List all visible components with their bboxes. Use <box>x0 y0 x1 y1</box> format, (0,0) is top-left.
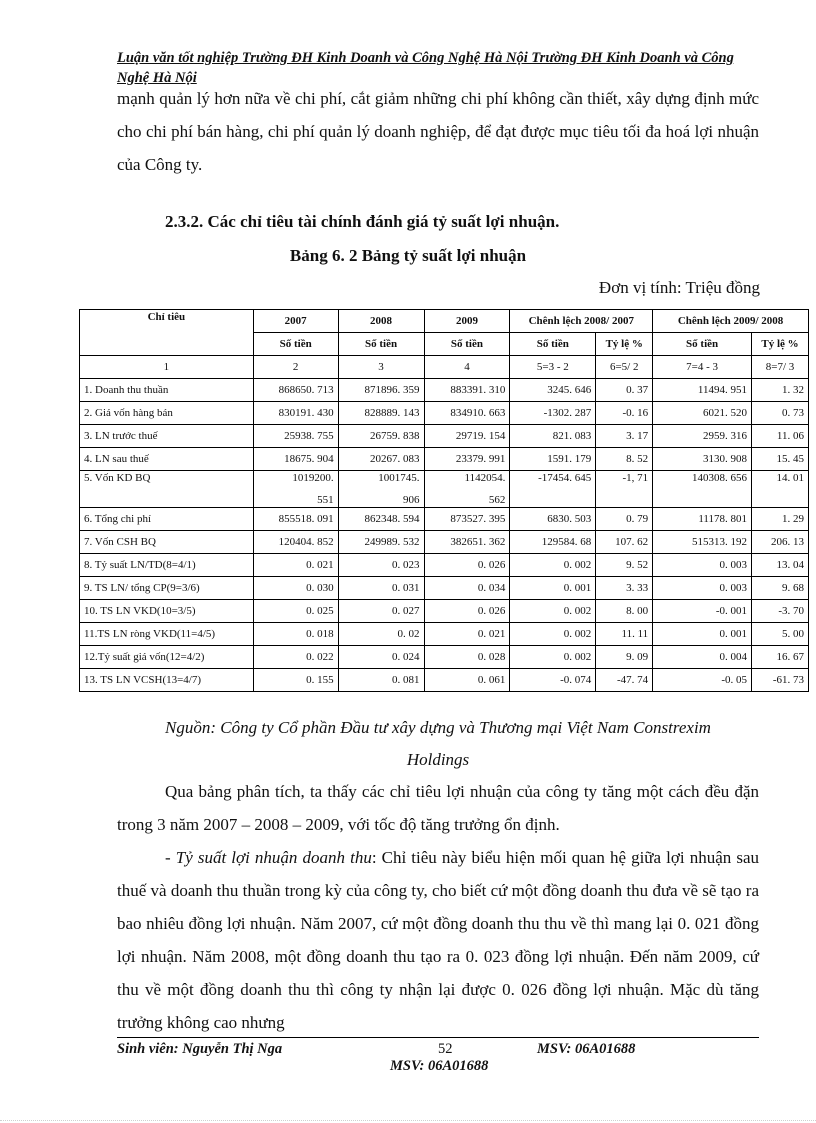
diff-2008-2007: 0. 002 <box>510 623 596 646</box>
footer-rule <box>117 1037 759 1038</box>
diff-2008-2007: -17454. 645 <box>510 471 596 508</box>
header-2008: 2008 <box>338 310 424 333</box>
value-2007: 0. 030 <box>253 577 338 600</box>
subheader-so-tien: Số tiền <box>424 333 510 356</box>
running-header: Luận văn tốt nghiệp Trường ĐH Kinh Doanh và Công Nghệ Hà Nội Trường ĐH Kinh Doanh và Công Nghệ Hà Nội <box>117 50 734 86</box>
diff-2008-2007: 821. 083 <box>510 425 596 448</box>
value-2008 <box>338 471 424 508</box>
index-cell: 1 <box>80 356 254 379</box>
value-2008: 20267. 083 <box>338 448 424 471</box>
diff-2009-2008: 0. 003 <box>653 554 752 577</box>
pct-2008-2007: 9. 09 <box>596 646 653 669</box>
value-2007: 0. 018 <box>253 623 338 646</box>
profit-ratio-table <box>79 309 809 692</box>
pct-2009-2008: 1. 29 <box>752 508 809 531</box>
term-revenue-ratio: - Tỷ suất lợi nhuận doanh thu <box>165 848 372 867</box>
pct-2008-2007: 3. 17 <box>596 425 653 448</box>
subheader-so-tien: Số tiền <box>253 333 338 356</box>
source-line-1: Nguồn: Công ty Cổ phần Đầu tư xây dựng và Thương mại Việt Nam Constrexim <box>165 718 711 737</box>
index-cell: 6=5/ 2 <box>596 356 653 379</box>
value-2009-line-1: 1142054. <box>464 472 506 484</box>
pct-2009-2008: 14. 01 <box>752 471 809 508</box>
value-2009: 0. 028 <box>424 646 510 669</box>
diff-2009-2008: -0. 05 <box>653 669 752 692</box>
value-2007: 0. 025 <box>253 600 338 623</box>
pct-2009-2008: 15. 45 <box>752 448 809 471</box>
value-2007: 18675. 904 <box>253 448 338 471</box>
diff-2008-2007: -0. 074 <box>510 669 596 692</box>
diff-2009-2008: 0. 003 <box>653 577 752 600</box>
value-2008: 0. 081 <box>338 669 424 692</box>
source-note <box>117 712 759 776</box>
pct-2008-2007: 0. 79 <box>596 508 653 531</box>
value-2008: 862348. 594 <box>338 508 424 531</box>
diff-2008-2007: 0. 002 <box>510 600 596 623</box>
diff-2009-2008: 0. 001 <box>653 623 752 646</box>
table-index-row <box>80 356 809 379</box>
value-2008: 0. 024 <box>338 646 424 669</box>
value-2009: 0. 021 <box>424 623 510 646</box>
pct-2008-2007: 11. 11 <box>596 623 653 646</box>
pct-2009-2008: 13. 04 <box>752 554 809 577</box>
subheader-so-tien: Số tiền <box>653 333 752 356</box>
pct-2009-2008: 9. 68 <box>752 577 809 600</box>
table-row <box>80 402 809 425</box>
diff-2008-2007: 3245. 646 <box>510 379 596 402</box>
pct-2008-2007: -0. 16 <box>596 402 653 425</box>
subheader-so-tien: Số tiền <box>338 333 424 356</box>
pct-2009-2008: 16. 67 <box>752 646 809 669</box>
footer-student: Sinh viên: Nguyễn Thị Nga <box>117 1041 283 1057</box>
pct-2009-2008: 1. 32 <box>752 379 809 402</box>
value-2008-line-1: 1001745. <box>378 472 420 484</box>
value-2007: 120404. 852 <box>253 531 338 554</box>
value-2007: 0. 022 <box>253 646 338 669</box>
pct-2008-2007: 9. 52 <box>596 554 653 577</box>
table-row <box>80 425 809 448</box>
table-title: Bảng 6. 2 Bảng tỷ suất lợi nhuận <box>289 246 527 265</box>
pct-2009-2008: 0. 73 <box>752 402 809 425</box>
value-2007-line-2: 551 <box>317 494 334 506</box>
row-label: 9. TS LN/ tổng CP(9=3/6) <box>80 577 254 600</box>
value-2009-line-2: 562 <box>488 494 506 506</box>
value-2008: 0. 031 <box>338 577 424 600</box>
table-row <box>80 531 809 554</box>
pct-2008-2007: 107. 62 <box>596 531 653 554</box>
diff-2008-2007: 0. 001 <box>510 577 596 600</box>
diff-2009-2008: -0. 001 <box>653 600 752 623</box>
row-label: 3. LN trước thuế <box>80 425 254 448</box>
diff-2009-2008: 140308. 656 <box>653 471 752 508</box>
value-2009: 873527. 395 <box>424 508 510 531</box>
value-2009: 883391. 310 <box>424 379 510 402</box>
footer-msv-repeat: MSV: 06A01688 <box>390 1058 489 1074</box>
pct-2009-2008: -3. 70 <box>752 600 809 623</box>
pct-2009-2008: -61. 73 <box>752 669 809 692</box>
table-row <box>80 577 809 600</box>
diff-2009-2008: 515313. 192 <box>653 531 752 554</box>
table-row <box>80 554 809 577</box>
diff-2009-2008: 6021. 520 <box>653 402 752 425</box>
table-row <box>80 600 809 623</box>
value-2008: 871896. 359 <box>338 379 424 402</box>
value-2008: 828889. 143 <box>338 402 424 425</box>
index-cell: 5=3 - 2 <box>510 356 596 379</box>
index-cell: 3 <box>338 356 424 379</box>
table-row <box>80 669 809 692</box>
diff-2009-2008: 0. 004 <box>653 646 752 669</box>
value-2008: 249989. 532 <box>338 531 424 554</box>
value-2008-line-2: 906 <box>403 494 420 506</box>
paragraph-intro: mạnh quản lý hơn nữa về chi phí, cắt giảm những chi phí không cần thiết, xây dựng định mức cho chi phí bán hàng, chi phí quản lý doanh nghiệp, để đạt được mục tiêu tối đa hoá lợi nhuận của Công ty. <box>117 89 759 174</box>
diff-2008-2007: 129584. 68 <box>510 531 596 554</box>
row-label: 2. Giá vốn hàng bán <box>80 402 254 425</box>
pct-2008-2007: 8. 00 <box>596 600 653 623</box>
diff-2009-2008: 11494. 951 <box>653 379 752 402</box>
header-2009: 2009 <box>424 310 510 333</box>
diff-2008-2007: 0. 002 <box>510 646 596 669</box>
diff-2009-2008: 2959. 316 <box>653 425 752 448</box>
table-row <box>80 646 809 669</box>
section-title: 2.3.2. Các chỉ tiêu tài chính đánh giá tỷ suất lợi nhuận. <box>165 212 560 231</box>
diff-2008-2007: 6830. 503 <box>510 508 596 531</box>
subheader-ty-le: Tỷ lệ % <box>596 333 653 356</box>
value-2007: 855518. 091 <box>253 508 338 531</box>
value-2009: 0. 061 <box>424 669 510 692</box>
pct-2009-2008: 5. 00 <box>752 623 809 646</box>
unit-label: Đơn vị tính: Triệu đồng <box>598 278 760 297</box>
value-2007 <box>253 471 338 508</box>
value-2009: 23379. 991 <box>424 448 510 471</box>
value-2008: 26759. 838 <box>338 425 424 448</box>
table-row <box>80 448 809 471</box>
row-label: 8. Tỷ suất LN/TD(8=4/1) <box>80 554 254 577</box>
index-cell: 8=7/ 3 <box>752 356 809 379</box>
pct-2009-2008: 11. 06 <box>752 425 809 448</box>
table-header-row <box>80 310 809 333</box>
pct-2008-2007: -1, 71 <box>596 471 653 508</box>
value-2008: 0. 023 <box>338 554 424 577</box>
value-2009: 0. 034 <box>424 577 510 600</box>
index-cell: 7=4 - 3 <box>653 356 752 379</box>
row-label: 5. Vốn KD BQ <box>80 471 254 508</box>
table-row <box>80 623 809 646</box>
value-2007: 0. 155 <box>253 669 338 692</box>
value-2007: 830191. 430 <box>253 402 338 425</box>
value-2009: 0. 026 <box>424 554 510 577</box>
diff-2009-2008: 11178. 801 <box>653 508 752 531</box>
header-chi-tieu: Chỉ tiêu <box>80 310 254 356</box>
page-number: 52 <box>438 1041 453 1057</box>
table-row <box>80 471 809 508</box>
diff-2008-2007: 0. 002 <box>510 554 596 577</box>
row-label: 6. Tổng chi phí <box>80 508 254 531</box>
value-2007-line-1: 1019200. <box>292 472 334 484</box>
value-2007: 0. 021 <box>253 554 338 577</box>
table-row <box>80 508 809 531</box>
header-2007: 2007 <box>253 310 338 333</box>
value-2007: 868650. 713 <box>253 379 338 402</box>
value-2009 <box>424 471 510 508</box>
diff-2008-2007: -1302. 287 <box>510 402 596 425</box>
pct-2008-2007: -47. 74 <box>596 669 653 692</box>
paragraph-revenue-ratio-body: : Chỉ tiêu này biểu hiện mối quan hệ giữa lợi nhuận sau thuế và doanh thu thuần trong kỳ của công ty, cho biết cứ một đồng doanh thu đưa về sẽ tạo ra bao nhiêu đồng lợi nhuận. Năm 2007, cứ một đồng doanh thu thu về thì mang lại 0. 021 đồng lợi nhuận. Năm 2008, một đồng doanh thu tạo ra 0. 023 đồng lợi nhuận. Đến năm 2009, cứ thu về một đồng doanh thu thì công ty nhận lại được 0. 026 đồng lợi nhuận. Mặc dù tăng trưởng không cao nhưng <box>117 848 759 1032</box>
value-2009: 834910. 663 <box>424 402 510 425</box>
subheader-ty-le: Tỷ lệ % <box>752 333 809 356</box>
pct-2008-2007: 8. 52 <box>596 448 653 471</box>
value-2009: 29719. 154 <box>424 425 510 448</box>
subheader-so-tien: Số tiền <box>510 333 596 356</box>
row-label: 4. LN sau thuế <box>80 448 254 471</box>
pct-2008-2007: 0. 37 <box>596 379 653 402</box>
source-line-2: Holdings <box>406 750 470 769</box>
page-edge-divider <box>0 1120 816 1121</box>
value-2009: 382651. 362 <box>424 531 510 554</box>
row-label: 7. Vốn CSH BQ <box>80 531 254 554</box>
row-label: 13. TS LN VCSH(13=4/7) <box>80 669 254 692</box>
footer-msv: MSV: 06A01688 <box>537 1041 636 1057</box>
diff-2009-2008: 3130. 908 <box>653 448 752 471</box>
row-label: 11.TS LN ròng VKD(11=4/5) <box>80 623 254 646</box>
row-label: 12.Tỷ suất giá vốn(12=4/2) <box>80 646 254 669</box>
value-2008: 0. 02 <box>338 623 424 646</box>
analysis-text <box>117 775 759 1039</box>
diff-2008-2007: 1591. 179 <box>510 448 596 471</box>
header-chenh-lech-2009-2008: Chênh lệch 2009/ 2008 <box>653 310 809 333</box>
table-row <box>80 379 809 402</box>
index-cell: 4 <box>424 356 510 379</box>
pct-2008-2007: 3. 33 <box>596 577 653 600</box>
paragraph-summary: Qua bảng phân tích, ta thấy các chỉ tiêu lợi nhuận của công ty tăng một cách đều đặn trong 3 năm 2007 – 2008 – 2009, với tốc độ tăng trưởng ổn định. <box>117 782 759 834</box>
pct-2009-2008: 206. 13 <box>752 531 809 554</box>
paragraph-revenue-ratio <box>117 841 759 1039</box>
index-cell: 2 <box>253 356 338 379</box>
value-2007: 25938. 755 <box>253 425 338 448</box>
value-2009: 0. 026 <box>424 600 510 623</box>
header-chenh-lech-2008-2007: Chênh lệch 2008/ 2007 <box>510 310 653 333</box>
value-2008: 0. 027 <box>338 600 424 623</box>
row-label: 1. Doanh thu thuần <box>80 379 254 402</box>
row-label: 10. TS LN VKD(10=3/5) <box>80 600 254 623</box>
